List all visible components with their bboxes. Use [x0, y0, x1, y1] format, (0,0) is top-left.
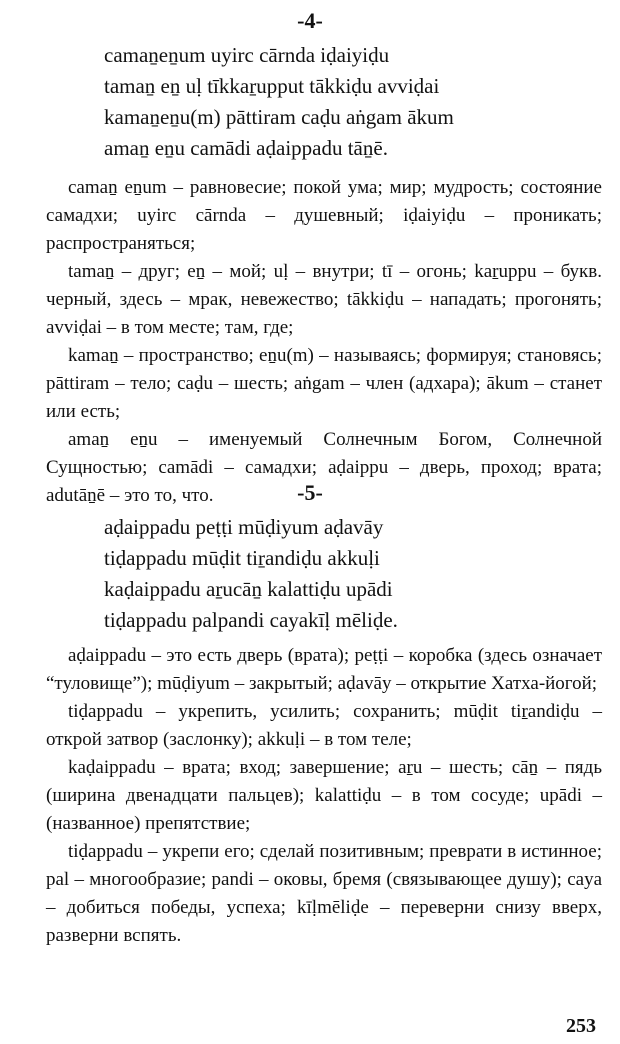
section-5-heading: -5-	[297, 480, 323, 505]
gloss-paragraph: amaṉ eṉu – именуемый Солнечным Богом, Солнечной Сущностью; camādi – самадхи; aḍaippu – дверь, проход; врата; adutāṉē – это то, что.	[46, 429, 602, 506]
verse-line: tamaṉ eṉ uḷ tīkkaṟupput tākkiḍu avviḍai	[104, 74, 440, 98]
gloss-paragraph: aḍaippadu – это есть дверь (врата); peṭṭi – коробка (здесь означает “туловище”); mūḍiyum – закрытый; aḍavāy – открытие Хатха-йогой;	[46, 645, 602, 694]
verse-line: kaḍaippadu aṟucāṉ kalattiḍu upādi	[104, 577, 393, 601]
gloss-paragraph: tiḍappadu – укрепить, усилить; сохранить; mūḍit tiṟandiḍu – открой затвор (заслонку); akkuḷi – в том теле;	[46, 701, 602, 750]
verse-line: amaṉ eṉu camādi aḍaippadu tāṉē.	[104, 136, 388, 160]
section-4-gloss	[46, 174, 602, 510]
section-5-verse	[104, 512, 398, 636]
page-number: 253	[566, 1015, 596, 1037]
gloss-paragraph: camaṉ eṉum – равновесие; покой ума; мир; мудрость; состояние самадхи; uyirc cārnda – душевный; iḍaiyiḍu – проникать; распространяться;	[46, 177, 602, 254]
section-4-verse	[104, 40, 454, 164]
verse-line: aḍaippadu peṭṭi mūḍiyum aḍavāy	[104, 515, 384, 539]
section-5-gloss	[46, 642, 602, 950]
gloss-paragraph: kaḍaippadu – врата; вход; завершение; aṟu – шесть; cāṉ – пядь (ширина двенадцати пальцев); kalattiḍu – в том сосуде; upādi – (названное) препятствие;	[46, 757, 602, 834]
verse-line: tiḍappadu mūḍit tiṟandiḍu akkuḷi	[104, 546, 380, 570]
verse-line: camaṉeṉum uyirc cārnda iḍaiyiḍu	[104, 43, 390, 67]
gloss-paragraph: kamaṉ – пространство; eṉu(m) – называясь; формируя; становясь; pāttiram – тело; caḍu – шесть; aṅgam – член (адхара); ākum – станет или есть;	[46, 345, 602, 422]
section-4-heading: -4-	[297, 8, 323, 33]
gloss-paragraph: tamaṉ – друг; eṉ – мой; uḷ – внутри; tī – огонь; kaṟuppu – букв. черный, здесь – мрак, невежество; tākkiḍu – нападать; прогонять; avviḍai – в том месте; там, где;	[46, 261, 602, 338]
verse-line: tiḍappadu palpandi cayakīḷ mēliḍe.	[104, 608, 398, 632]
gloss-paragraph: tiḍappadu – укрепи его; сделай позитивным; преврати в истинное; pal – многообразие; pandi – оковы, бремя (связывающее душу); caya – добиться победы, успеха; kīḷmēliḍe – переверни снизу вверх, разверни вспять.	[46, 841, 602, 946]
verse-line: kamaṉeṉu(m) pāttiram caḍu aṅgam ākum	[104, 105, 454, 129]
